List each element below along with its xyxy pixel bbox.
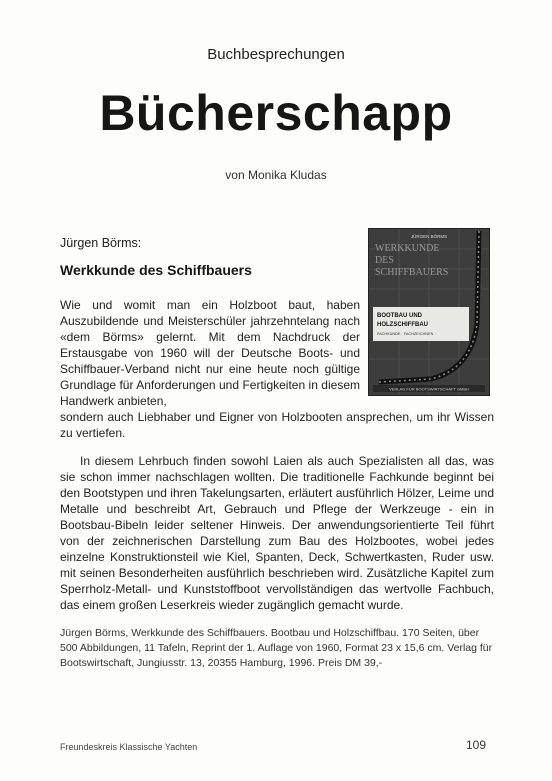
cover-title-2: DES: [375, 255, 394, 266]
cover-band-1: BOOTBAU UND: [377, 313, 422, 319]
cover-title-1: WERKKUNDE: [375, 243, 440, 254]
review-paragraph-2: In diesem Lehrbuch finden sowohl Laien als auch Spezialisten all das, was sie schon immer nachschlagen wollten. Die traditionelle Fachkunde beginnt bei den Bootstypen und ihren Takelungsarten, erläutert ausführlich Hölzer, Leime und Metalle und beschreibt Art, Gebrauch und Pflege der Werkzeuge - ein in Bootsbau-Bibeln leider seltener Hinweis. Der anwendungsorientierte Teil führt von der zeichnerischen Darstellung zum Bau des Holzbootes, wobei jedes einzelne Konstruktionsteil wie Kiel, Spanten, Deck, Schwertkasten, Ruder usw. mit seinen Besonderheiten ausführlich beschrieben wird. Zusätzliche Kapitel zum Sperrholz-Metall- und Kunststoffboot vervollständigen das wertvolle Fachbuch, das einem großen Leserkreis wieder zugänglich gemacht wurde.: [60, 454, 494, 612]
book-title: Werkkunde des Schiffbauers: [60, 262, 252, 278]
cover-band-3: FACHKUNDE · FACHZEICHNEN: [377, 332, 434, 336]
paragraph-1-wide: sondern auch Liebhaber und Eigner von Holzbooten ansprechen, um ihr Wissen zu vertiefen.: [60, 410, 494, 440]
cover-title-3: SCHIFFBAUERS: [375, 267, 449, 278]
page-number: 109: [465, 738, 486, 752]
cover-author: JÜRGEN BÖRMS: [410, 234, 448, 239]
review-paragraph-1: [60, 297, 494, 441]
book-author: Jürgen Börms:: [60, 236, 142, 250]
footer-publication: Freundeskreis Klassische Yachten: [60, 742, 198, 752]
page-title: Bücherschapp: [99, 85, 453, 141]
book-citation: Jürgen Börms, Werkkunde des Schiffbauers. Bootbau und Holzschiffbau. 170 Seiten, über 500 Abbildungen, 11 Tafeln, Reprint der 1. Auflage von 1960, Format 23 x 15,6 cm. Verlag für Bootswirtschaft, Jungiusstr. 13, 20355 Hamburg, 1996. Preis DM 39,-: [60, 627, 493, 669]
section-label: Buchbesprechungen: [207, 46, 345, 63]
byline: von Monika Kludas: [225, 168, 327, 182]
cover-band-2: HOLZSCHIFFBAU: [377, 322, 428, 328]
cover-publisher: VERLAG FÜR BOOTSWIRTSCHAFT GMBH: [389, 386, 469, 392]
paragraph-1-narrow: Wie und womit man ein Holzboot baut, haben Auszubildende und Meisterschüler jahrzehntelang nach «dem Börms» gelernt. Mit dem Nachdruck der Erstausgabe von 1960 will der Deutsche Boots- und Schiffbauer-Verband nicht nur eine heute noch gültige Grundlage für Anforderungen und Fertigkeiten in diesem Handwerk anbieten,: [60, 298, 360, 408]
